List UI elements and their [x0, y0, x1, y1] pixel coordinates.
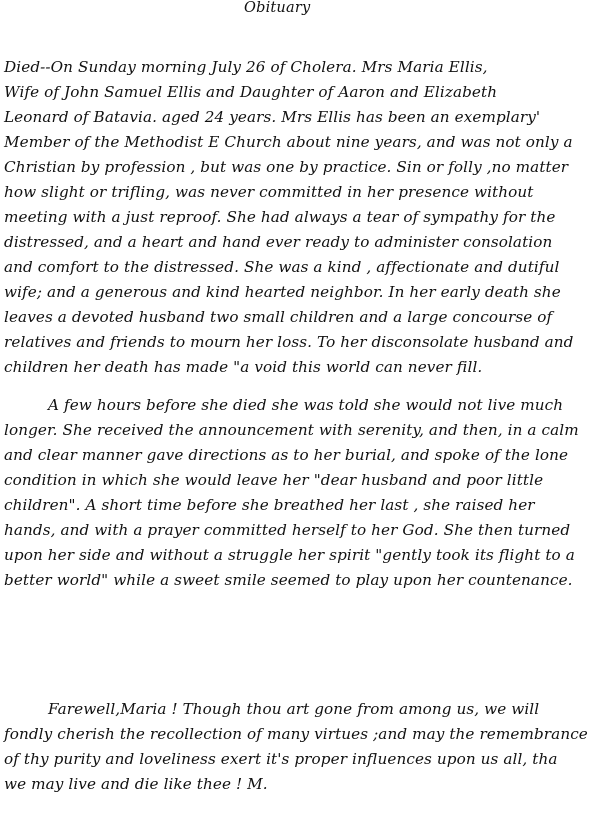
text-line: how slight or trifling, was never committed in her presence without: [4, 183, 534, 201]
text-line: longer. She received the announcement with serenity, and then, in a calm: [4, 421, 579, 439]
text-line: wife; and a generous and kind hearted neighbor. In her early death she: [4, 283, 561, 301]
text-line: hands, and with a prayer committed herself to her God. She then turned: [4, 521, 571, 539]
text-line: we may live and die like thee ! M.: [4, 775, 268, 793]
text-line: relatives and friends to mourn her loss. To her disconsolate husband and: [4, 333, 574, 351]
text-line: fondly cherish the recollection of many virtues ;and may the remembrance: [4, 725, 588, 743]
text-line: condition in which she would leave her "dear husband and poor little: [4, 471, 544, 489]
page-title: Obituary: [244, 0, 311, 16]
text-line: and comfort to the distressed. She was a kind , affectionate and dutiful: [4, 258, 560, 276]
text-line: of thy purity and loveliness exert it's proper influences upon us all, tha: [4, 750, 558, 768]
text-line: upon her side and without a struggle her spirit "gently took its flight to a: [4, 546, 575, 564]
text-line: Farewell,Maria ! Though thou art gone from among us, we will: [48, 700, 540, 718]
text-line: children her death has made "a void this world can never fill.: [4, 358, 483, 376]
text-line: leaves a devoted husband two small children and a large concourse of: [4, 308, 553, 326]
text-line: better world" while a sweet smile seemed to play upon her countenance.: [4, 571, 573, 589]
text-line: A few hours before she died she was told she would not live much: [48, 396, 564, 414]
text-line: meeting with a just reproof. She had always a tear of sympathy for the: [4, 208, 556, 226]
text-line: Died--On Sunday morning July 26 of Cholera. Mrs Maria Ellis,: [4, 58, 488, 76]
text-line: children". A short time before she breathed her last , she raised her: [4, 496, 535, 514]
text-line: Leonard of Batavia. aged 24 years. Mrs Ellis has been an exemplary': [4, 108, 541, 126]
text-line: Christian by profession , but was one by practice. Sin or folly ,no matter: [4, 158, 569, 176]
text-line: Member of the Methodist E Church about nine years, and was not only a: [4, 133, 573, 151]
text-line: and clear manner gave directions as to her burial, and spoke of the lone: [4, 446, 569, 464]
text-line: Wife of John Samuel Ellis and Daughter of Aaron and Elizabeth: [4, 83, 498, 101]
text-line: distressed, and a heart and hand ever ready to administer consolation: [4, 233, 553, 251]
